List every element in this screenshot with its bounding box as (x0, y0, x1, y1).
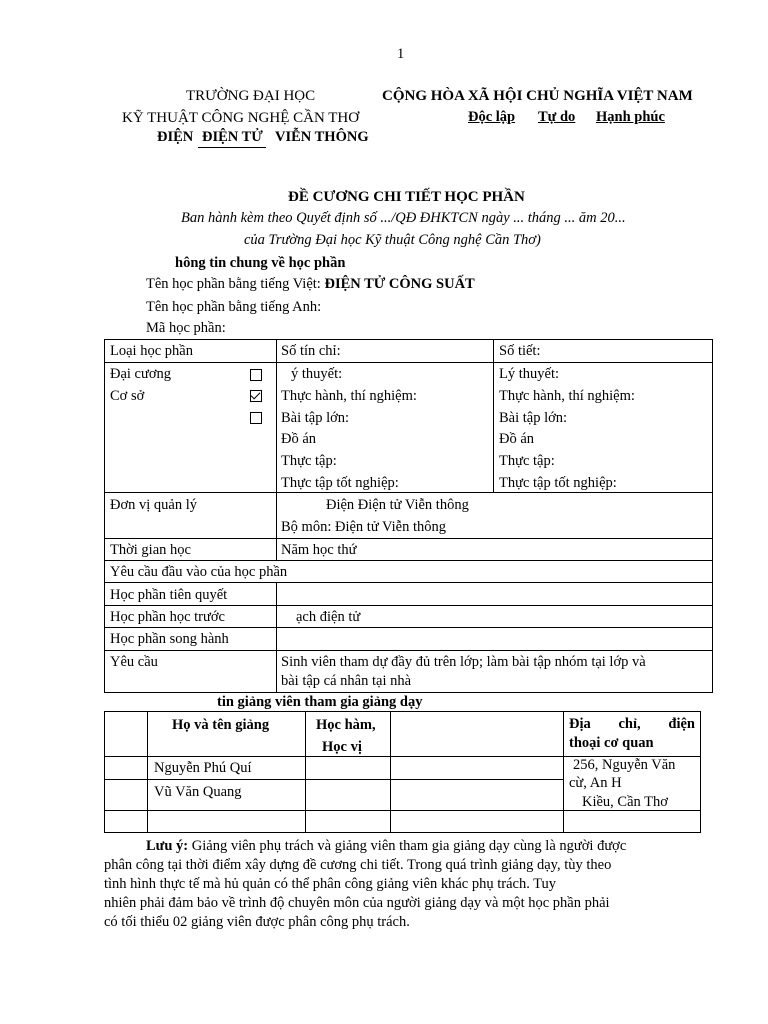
periods-practice: Thực hành, thí nghiệm: (499, 388, 635, 404)
note-line-3: tình hình thực tế mà hủ quản có thể phân công giảng viên khác phụ trách. Tuy (104, 876, 557, 892)
prior-course-label: Học phần học trước (110, 609, 225, 625)
credits-header: Số tín chỉ: (281, 343, 341, 359)
periods-assignment: Bài tập lớn: (499, 410, 568, 426)
faculty-word-c: VIỄN THÔNG (275, 129, 369, 145)
motto-word-3: Hạnh phúc (596, 109, 665, 125)
section2-heading: tin giảng viên tham gia giảng dạy (217, 694, 423, 710)
periods-project: Đồ án (499, 431, 535, 447)
school-name-line1: TRƯỜNG ĐẠI HỌC (186, 88, 316, 104)
address-line-3: Kiều, Cần Thơ (582, 794, 668, 810)
study-time-label: Thời gian học (110, 542, 191, 558)
academic-title-header-1: Học hàm, (316, 717, 376, 733)
address-line-2: cừ, An H (569, 775, 622, 791)
periods-internship: Thực tập: (499, 453, 555, 469)
credits-graduation-internship: Thực tập tốt nghiệp: (281, 475, 399, 491)
managing-unit-department: Bộ môn: Điện tử Viễn thông (281, 519, 447, 535)
prior-course-value: ạch điện tử (296, 609, 361, 625)
credits-practice: Thực hành, thí nghiệm: (281, 388, 417, 404)
credits-assignment: Bài tập lớn: (281, 410, 350, 426)
note-line-5: có tối thiểu 02 giảng viên được phân công phụ trách. (104, 914, 410, 930)
national-title: CỘNG HÒA XÃ HỘI CHỦ NGHĨA VIỆT NAM (382, 88, 693, 104)
school-name-line2: KỸ THUẬT CÔNG NGHỆ CẦN THƠ (122, 110, 360, 126)
document-title: ĐỀ CƯƠNG CHI TIẾT HỌC PHẦN (288, 189, 525, 205)
credits-theory: ý thuyết: (291, 366, 343, 382)
lecturer-name-header: Họ và tên giảng (172, 717, 270, 733)
managing-unit-label: Đơn vị quản lý (110, 497, 198, 513)
course-name-en-label: Tên học phần bằng tiếng Anh: (146, 299, 322, 315)
lecturer-2-name: Vũ Văn Quang (154, 784, 242, 800)
foundation-checkbox[interactable] (250, 390, 262, 402)
prerequisite-label: Học phần tiên quyết (110, 587, 228, 603)
study-time-value: Năm học thứ (281, 542, 357, 558)
faculty-word-a: ĐIỆN (157, 129, 194, 145)
course-name-vn-label: Tên học phần bằng tiếng Việt: (146, 276, 325, 292)
section1-heading: hông tin chung về học phần (175, 255, 346, 271)
general-checkbox[interactable] (250, 369, 262, 381)
periods-graduation-internship: Thực tập tốt nghiệp: (499, 475, 617, 491)
credits-project: Đồ án (281, 431, 317, 447)
course-name-vn (146, 276, 475, 293)
motto-word-1: Độc lập (468, 109, 516, 125)
document-subtitle-1: Ban hành kèm theo Quyết định số .../QĐ ĐHKTCN ngày ... tháng ... ăm 20... (181, 210, 626, 226)
faculty-word-b: ĐIỆN TỬ (202, 129, 263, 145)
extra-checkbox[interactable] (250, 412, 262, 424)
managing-unit-faculty: Điện Điện tử Viễn thông (326, 497, 469, 513)
requirement-value-1: Sinh viên tham dự đầy đủ trên lớp; làm bài tập nhóm tại lớp và (281, 654, 646, 670)
periods-header: Số tiết: (499, 343, 541, 359)
academic-title-header-2: Học vị (322, 739, 362, 755)
page-number: 1 (397, 46, 405, 62)
parallel-course-label: Học phần song hành (110, 631, 229, 647)
address-header-1: Địa chỉ, điện (569, 716, 695, 732)
input-requirements: Yêu cầu đầu vào của học phần (110, 564, 288, 580)
lecturer-1-name: Nguyễn Phú Quí (154, 760, 252, 776)
motto-word-2: Tự do (538, 109, 576, 125)
periods-theory: Lý thuyết: (499, 366, 560, 382)
requirement-value-2: bài tập cá nhân tại nhà (281, 673, 412, 689)
course-code-label: Mã học phần: (146, 320, 226, 336)
note-line-1-text: Giảng viên phụ trách và giảng viên tham gia giảng dạy cùng là người được (188, 838, 627, 854)
address-line-1: 256, Nguyễn Văn (573, 757, 676, 773)
faculty-underline (198, 147, 266, 148)
course-type-header: Loại học phần (110, 343, 193, 359)
note-line-4: nhiên phải đảm bảo về trình độ chuyên môn của người giảng dạy và một học phần phải (104, 895, 610, 911)
course-type-foundation: Cơ sở (110, 388, 145, 404)
document-subtitle-2: của Trường Đại học Kỹ thuật Công nghệ Cần Thơ) (244, 232, 541, 248)
note-line-1 (146, 838, 626, 855)
credits-internship: Thực tập: (281, 453, 337, 469)
note-label: Lưu ý: (146, 838, 189, 854)
note-line-2: phân công tại thời điểm xây dựng đề cương chi tiết. Trong quá trình giảng dạy, tùy theo (104, 857, 612, 873)
course-name-vn-value: ĐIỆN TỬ CÔNG SUẤT (324, 276, 475, 292)
address-header-2: thoại cơ quan (569, 735, 654, 751)
requirement-label: Yêu cầu (110, 654, 158, 670)
course-type-general: Đại cương (110, 366, 172, 382)
